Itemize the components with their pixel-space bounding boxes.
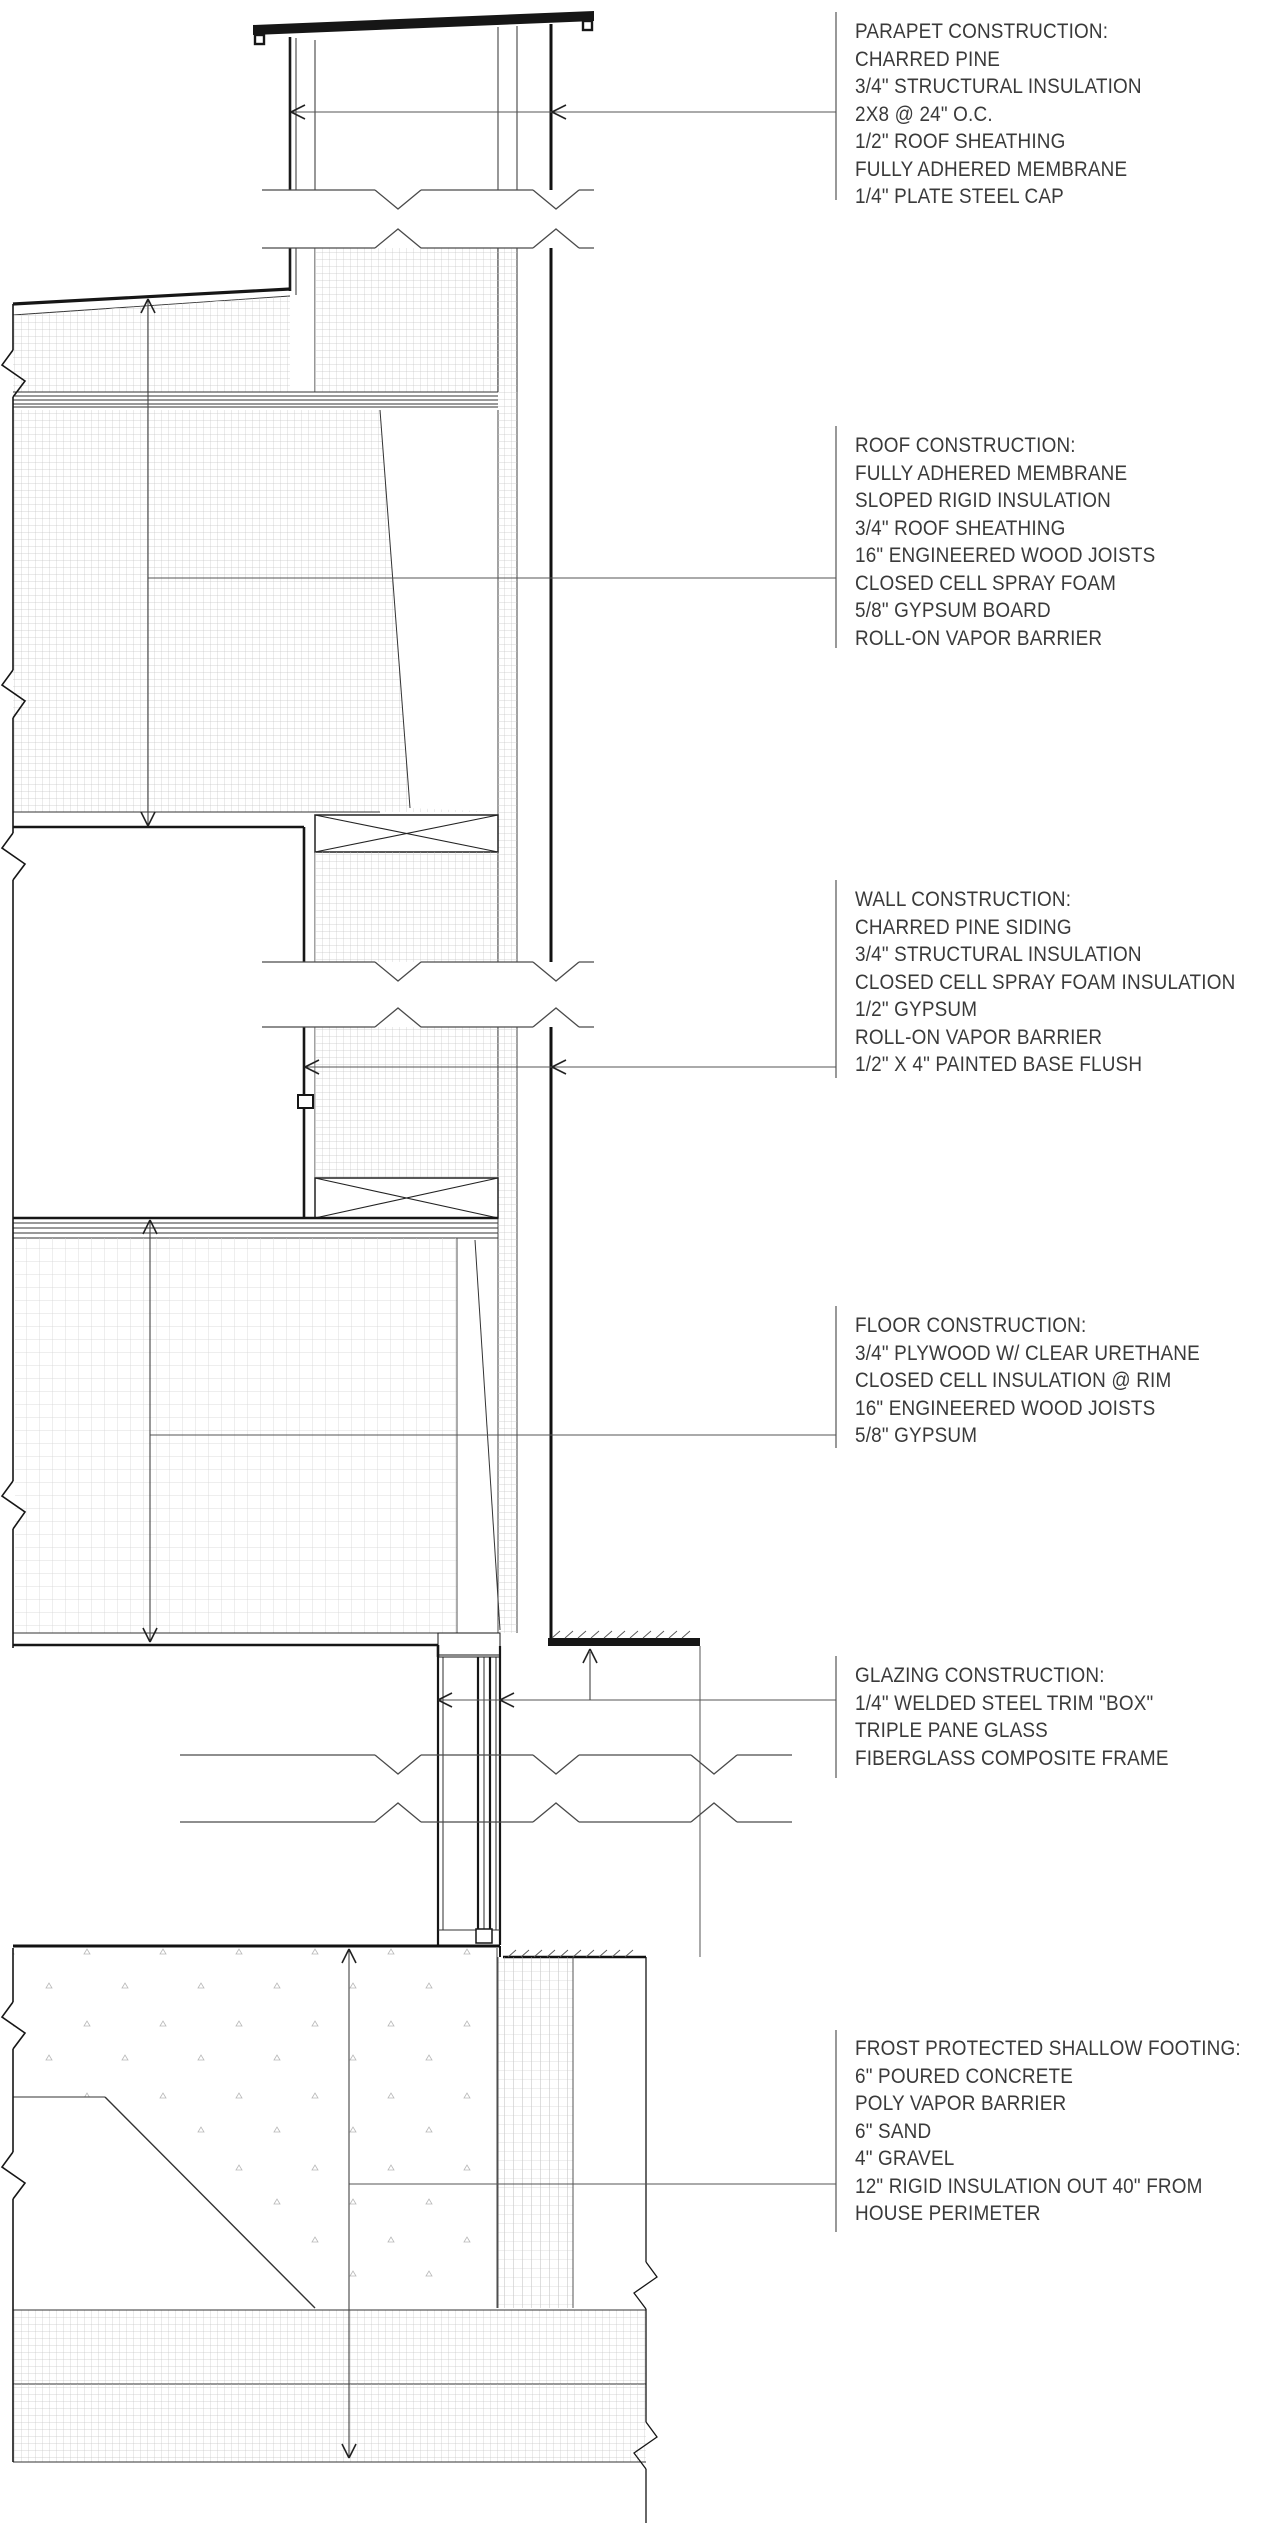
window-head-frame — [438, 1633, 500, 1657]
sloped-insulation-hatch — [13, 296, 290, 392]
note-heading: FLOOR CONSTRUCTION: — [855, 1313, 1087, 1337]
note-line: CHARRED PINE — [855, 46, 1001, 71]
floor-sheathing-lines — [13, 1223, 498, 1238]
note-line: 2X8 @ 24" O.C. — [855, 101, 993, 126]
roof-joist-cavity — [13, 410, 498, 812]
rigid-insulation-column — [498, 1957, 573, 2308]
base-trim-notch — [298, 1095, 313, 1108]
note-heading: FROST PROTECTED SHALLOW FOOTING: — [855, 2036, 1241, 2060]
note-line: CLOSED CELL INSULATION @ RIM — [855, 1368, 1172, 1392]
note-line: CHARRED PINE SIDING — [855, 914, 1072, 939]
note-block-floor — [855, 1312, 1200, 1450]
note-heading: WALL CONSTRUCTION: — [855, 887, 1072, 911]
note-line: 6" SAND — [855, 2118, 932, 2143]
note-line: POLY VAPOR BARRIER — [855, 2091, 1067, 2115]
note-line: CLOSED CELL SPRAY FOAM — [855, 570, 1117, 595]
triple-pane-glass — [478, 1657, 490, 1930]
note-line: CLOSED CELL SPRAY FOAM INSULATION — [855, 969, 1236, 994]
note-line: 1/4" PLATE STEEL CAP — [855, 184, 1064, 208]
grade-line — [503, 1950, 646, 1957]
exterior-steel-trim — [548, 1631, 700, 1957]
note-line: SLOPED RIGID INSULATION — [855, 488, 1112, 512]
rim-blocking-floor — [315, 1178, 498, 1218]
note-line: 3/4" STRUCTURAL INSULATION — [855, 74, 1142, 98]
note-line: 12" RIGID INSULATION OUT 40" FROM — [855, 2173, 1203, 2198]
note-line: 5/8" GYPSUM — [855, 1423, 978, 1447]
wall-sheathing-hatch-upper — [498, 248, 517, 962]
leader-parapet — [291, 105, 836, 119]
note-line: TRIPLE PANE GLASS — [855, 1718, 1048, 1742]
window-sill — [438, 1929, 500, 1943]
note-line: 16" ENGINEERED WOOD JOISTS — [855, 543, 1156, 567]
concrete-footing-hatch — [13, 1948, 497, 2308]
note-block-glazing — [855, 1662, 1169, 1772]
note-line: 6" POURED CONCRETE — [855, 2063, 1074, 2088]
note-line: FULLY ADHERED MEMBRANE — [855, 156, 1128, 181]
note-line: ROLL-ON VAPOR BARRIER — [855, 625, 1103, 650]
note-line: 1/2" GYPSUM — [855, 997, 978, 1021]
note-heading: GLAZING CONSTRUCTION: — [855, 1663, 1105, 1687]
gravel-layer — [13, 2384, 646, 2462]
note-line: 3/4" PLYWOOD W/ CLEAR URETHANE — [855, 1340, 1200, 1365]
note-line: 3/4" ROOF SHEATHING — [855, 515, 1066, 540]
note-line: FIBERGLASS COMPOSITE FRAME — [855, 1745, 1169, 1770]
note-line: HOUSE PERIMETER — [855, 2201, 1041, 2225]
note-block-roof — [855, 432, 1155, 652]
sand-layer — [13, 2310, 646, 2384]
wall-cavity-hatch-b — [315, 1027, 498, 1178]
note-line: ROLL-ON VAPOR BARRIER — [855, 1024, 1103, 1049]
note-block-wall — [855, 886, 1235, 1079]
roof-sheathing-band — [13, 392, 498, 407]
note-line: 1/2" X 4" PAINTED BASE FLUSH — [855, 1052, 1143, 1076]
wall-cavity-hatch-a — [315, 852, 498, 962]
note-line: 3/4" STRUCTURAL INSULATION — [855, 942, 1142, 966]
parapet-steel-cap — [253, 11, 594, 44]
note-block-parapet — [855, 18, 1142, 211]
leader-glazing — [438, 1649, 836, 1707]
note-line: 5/8" GYPSUM BOARD — [855, 598, 1051, 622]
note-line: 1/2" ROOF SHEATHING — [855, 129, 1066, 153]
note-line: 16" ENGINEERED WOOD JOISTS — [855, 1395, 1156, 1420]
note-block-footing — [855, 2035, 1241, 2228]
note-line: 1/4" WELDED STEEL TRIM "BOX" — [855, 1690, 1154, 1715]
note-heading: ROOF CONSTRUCTION: — [855, 433, 1076, 457]
rim-blocking-roof — [315, 815, 498, 852]
wall-sheathing-hatch-lower — [498, 1027, 517, 1633]
parapet-cavity-hatch — [315, 248, 498, 392]
note-heading: PARAPET CONSTRUCTION: — [855, 19, 1109, 43]
note-line: 4" GRAVEL — [855, 2146, 955, 2170]
note-line: FULLY ADHERED MEMBRANE — [855, 460, 1128, 485]
